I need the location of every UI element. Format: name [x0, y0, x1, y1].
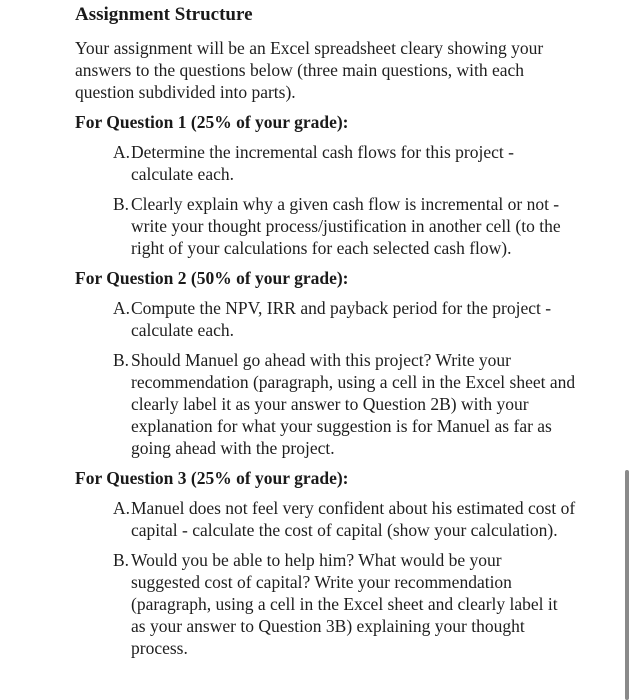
question-1-part-a: [113, 141, 561, 185]
intro-paragraph: Your assignment will be an Excel spreadsheet cleary showing your answers to the questions below (three main questions, with each question subdivided into parts).: [75, 38, 544, 102]
part-text: Manuel does not feel very confident about his estimated cost of capital - calculate the cost of capital (show your calculation).: [131, 498, 576, 540]
question-1-heading: For Question 1 (25% of your grade):: [75, 112, 349, 132]
part-text: Would you be able to help him? What would be your suggested cost of capital? Write your recommendation (paragraph, using a cell in the Excel sheet and clearly label it as your answer to Question 3B) explaining your thought process.: [131, 550, 558, 658]
part-letter: A.: [113, 498, 131, 518]
question-2-part-b: [113, 349, 581, 459]
vertical-scrollbar[interactable]: [625, 470, 629, 700]
question-3-part-a: [113, 497, 581, 541]
question-2-section: [75, 267, 615, 459]
part-text: Should Manuel go ahead with this project? Write your recommendation (paragraph, using a cell in the Excel sheet and clearly label it as your answer to Question 2B) with your explanation for what your suggestion is for Manuel as far as going ahead with the project.: [131, 350, 576, 458]
document-title: Assignment Structure: [75, 4, 253, 25]
question-1-section: [75, 111, 615, 259]
part-letter: A.: [113, 298, 131, 318]
question-3-part-b: [113, 549, 561, 659]
question-1-part-b: [113, 193, 581, 259]
part-letter: B.: [113, 550, 130, 570]
question-3-parts: [75, 497, 615, 659]
part-letter: A.: [113, 142, 131, 162]
part-text: Compute the NPV, IRR and payback period for the project - calculate each.: [131, 298, 552, 340]
part-text: Clearly explain why a given cash flow is incremental or not - write your thought process/justification in another cell (to the right of your calculations for each selected cash flow).: [131, 194, 561, 258]
document: [75, 0, 615, 659]
question-1-parts: [75, 141, 615, 259]
part-text: Determine the incremental cash flows for this project - calculate each.: [131, 142, 514, 184]
question-3-section: [75, 467, 615, 659]
part-letter: B.: [113, 194, 130, 214]
question-2-part-a: [113, 297, 561, 341]
question-2-parts: [75, 297, 615, 459]
question-3-heading: For Question 3 (25% of your grade):: [75, 468, 349, 488]
question-2-heading: For Question 2 (50% of your grade):: [75, 268, 349, 288]
part-letter: B.: [113, 350, 130, 370]
